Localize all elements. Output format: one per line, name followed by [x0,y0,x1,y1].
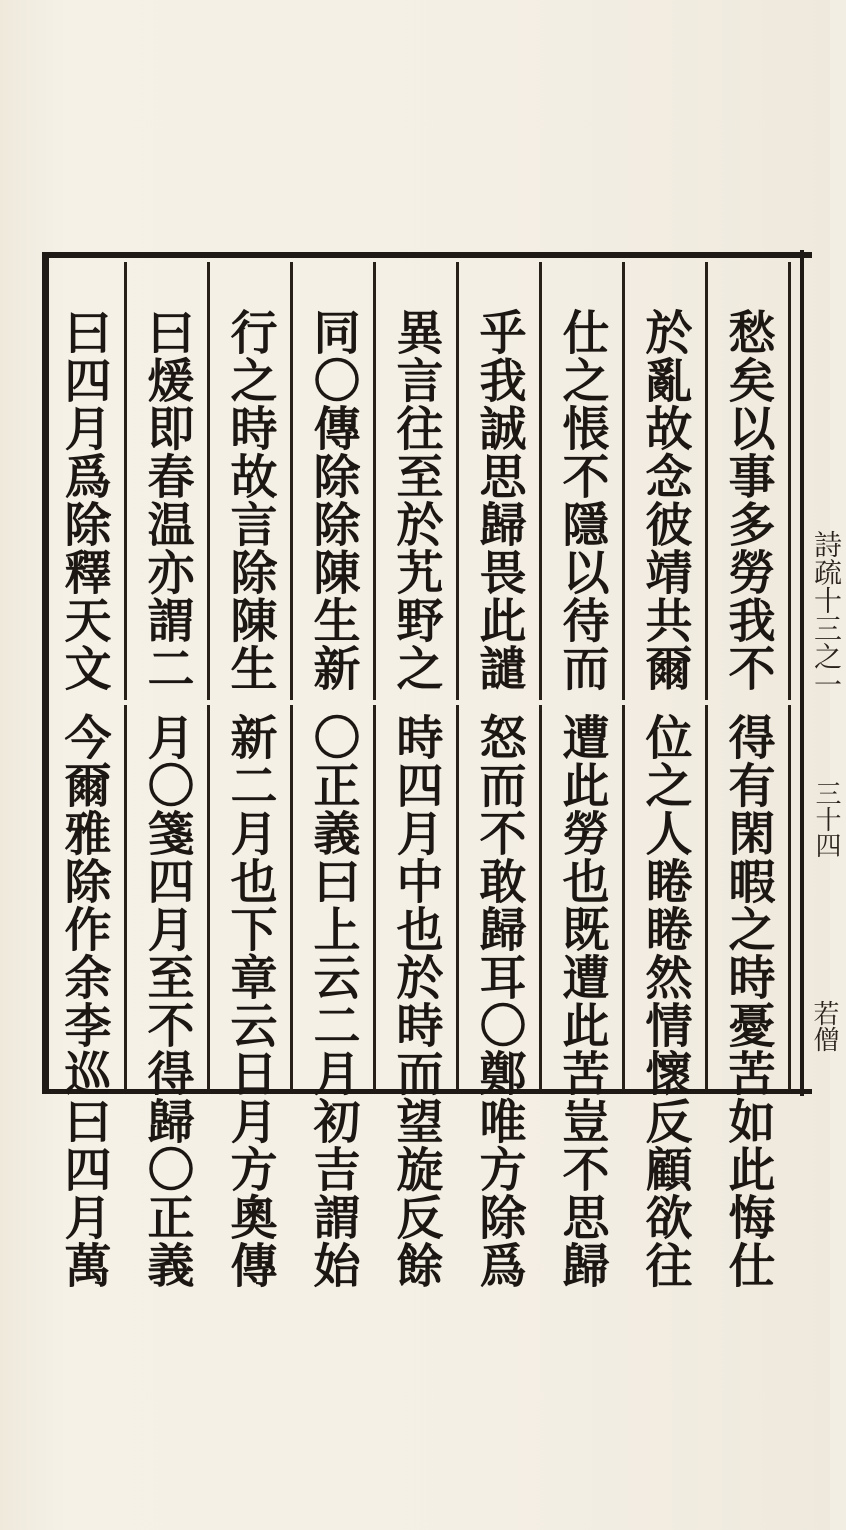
upper-text-block [48,262,808,700]
text-column [459,705,542,1289]
text-column [542,705,625,1289]
text-column [376,705,459,1289]
column-text: 同〇傳除除陳生新 [305,308,361,692]
column-text: 愁矣以事多勞我不 [720,308,776,692]
text-column [293,262,376,700]
column-text: 行之時故言除陳生 [222,308,278,692]
text-column [210,262,293,700]
column-text: 〇正義曰上云二月初吉謂始 [305,713,361,1289]
column-text: 乎我誠思歸畏此譴 [471,308,527,692]
text-column [708,705,791,1289]
text-column [127,262,210,700]
text-column [459,262,542,700]
column-text: 曰四月爲除釋天文 [56,308,112,692]
column-text: 異言往至於艽野之 [388,308,444,692]
text-column [708,262,791,700]
column-text: 遭此勞也既遭此苦豈不思歸 [554,713,610,1289]
margin-footer: 若僧 [809,1000,839,1052]
column-text: 怒而不敢歸耳〇鄭唯方除爲 [471,713,527,1289]
column-text: 時四月中也於時而望旋反餘 [388,713,444,1289]
text-column [127,705,210,1289]
column-text: 月〇箋四月至不得歸〇正義 [139,713,195,1289]
text-column [542,262,625,700]
column-text: 於亂故念彼靖共爾 [637,308,693,692]
text-column [625,705,708,1289]
column-text: 仕之悵不隱以待而 [554,308,610,692]
column-text: 新二月也下章云日月方奧傳 [222,713,278,1289]
text-column [376,262,459,700]
margin-title: 詩疏十三之一 [810,530,843,698]
column-text: 曰煖即春温亦謂二 [139,308,195,692]
lower-text-block [48,705,808,1289]
column-text: 今爾雅除作余李巡曰四月萬 [56,713,112,1289]
column-text: 位之人睠睠然情懷反顧欲往 [637,713,693,1289]
page-number: 三十四 [811,780,841,858]
column-text: 得有閑暇之時憂苦如此悔仕 [720,713,776,1289]
text-column [44,705,127,1289]
text-column [44,262,127,700]
text-column [293,705,376,1289]
text-column [210,705,293,1289]
text-column [625,262,708,700]
